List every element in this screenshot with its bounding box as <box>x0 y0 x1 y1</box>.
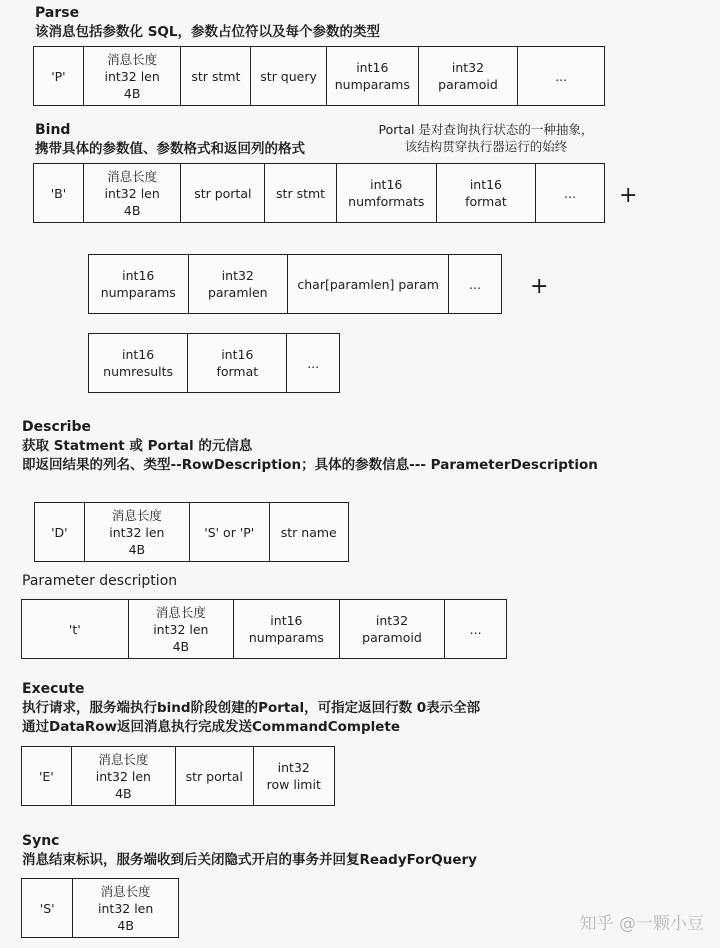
field-cell-text: str portal <box>185 768 243 784</box>
field-cell-text: 4B <box>115 785 132 801</box>
field-cell-text: str stmt <box>276 185 326 201</box>
field-cell-text: 消息长度 <box>107 51 158 67</box>
field-cell-text: ... <box>555 68 568 84</box>
field-cell-text: 'E' <box>38 768 54 784</box>
field-cell-text: int16 <box>122 268 155 283</box>
field-cell <box>518 47 604 105</box>
field-cell-text: ... <box>469 276 482 292</box>
field-cell <box>287 334 339 392</box>
field-cell <box>89 334 188 392</box>
execute-title: Execute <box>22 681 85 697</box>
field-cell-text: str portal <box>194 185 252 201</box>
field-cell <box>85 503 190 561</box>
field-cell <box>327 47 419 105</box>
field-cell <box>22 600 129 658</box>
field-cell <box>181 47 251 105</box>
field-cell <box>189 255 289 313</box>
field-cell-text: int16 <box>221 347 254 362</box>
field-cell <box>270 503 349 561</box>
field-cell-text: ... <box>564 185 577 201</box>
field-cell <box>265 164 337 222</box>
field-cell <box>22 879 73 937</box>
field-cell <box>89 255 189 313</box>
execute-message-row <box>21 746 335 806</box>
field-cell-text: int16 <box>356 60 389 75</box>
field-cell-text: numformats <box>348 194 425 209</box>
describe-title: Describe <box>22 419 91 435</box>
sync-title: Sync <box>22 833 60 849</box>
field-cell-text: paramoid <box>362 630 422 645</box>
field-cell <box>254 747 334 805</box>
field-cell-text: format <box>216 364 259 379</box>
field-cell-text: int32 <box>221 268 254 283</box>
field-cell <box>419 47 519 105</box>
watermark: 知乎 @一颗小豆 <box>579 914 704 934</box>
sync-description: 消息结束标识，服务端收到后关闭隐式开启的事务并回复ReadyForQuery <box>22 852 477 868</box>
field-cell <box>437 164 537 222</box>
bind-message-row-1 <box>33 163 605 223</box>
portal-note-line-2: 该结构贯穿执行器运行的始终 <box>404 139 568 154</box>
field-cell-text: format <box>465 194 507 209</box>
field-cell <box>176 747 254 805</box>
field-cell-text: row limit <box>266 777 321 792</box>
parse-description: 该消息包括参数化 SQL，参数占位符以及每个参数的类型 <box>35 24 381 40</box>
field-cell-text: 4B <box>123 85 141 101</box>
plus-sign-2: + <box>530 274 549 299</box>
field-cell-text: str stmt <box>191 68 241 84</box>
field-cell-text: numparams <box>100 285 176 300</box>
bind-title: Bind <box>35 122 71 138</box>
field-cell <box>188 334 287 392</box>
sync-message-row <box>21 878 179 938</box>
field-cell <box>449 255 501 313</box>
field-cell-text: 4B <box>117 917 134 933</box>
field-cell-text: 'D' <box>51 524 68 540</box>
field-cell <box>34 47 84 105</box>
describe-description-1: 获取 Statment 或 Portal 的元信息 <box>22 438 253 454</box>
field-cell-text: numresults <box>103 364 174 379</box>
field-cell <box>35 503 85 561</box>
field-cell-text: int32 len <box>104 185 160 201</box>
field-cell-text: str name <box>280 524 337 540</box>
field-cell-text: int32 len <box>95 768 151 784</box>
describe-description-2: 即返回结果的列名、类型--RowDescription；具体的参数信息--- ParameterDescription <box>22 457 598 473</box>
field-cell-text: int32 len <box>109 524 165 540</box>
field-cell <box>34 164 84 222</box>
parse-message-row <box>33 46 605 106</box>
field-cell-text: 消息长度 <box>107 168 158 184</box>
field-cell-text: int32 <box>277 760 310 775</box>
field-cell-text: 'B' <box>50 185 67 201</box>
field-cell <box>181 164 265 222</box>
field-cell-text: 't' <box>68 621 81 637</box>
field-cell-text: 消息长度 <box>100 883 151 899</box>
bind-description: 携带具体的参数值、参数格式和返回列的格式 <box>35 141 305 157</box>
parse-title: Parse <box>35 5 80 21</box>
field-cell-text: int16 <box>469 177 503 192</box>
field-cell-text: paramoid <box>438 77 498 92</box>
field-cell-text: int16 <box>122 347 155 362</box>
field-cell-text: numparams <box>334 77 410 92</box>
field-cell-text: 消息长度 <box>155 604 206 620</box>
bind-message-row-3 <box>88 333 340 393</box>
field-cell-text: int16 <box>270 613 303 628</box>
field-cell-text: int32 len <box>104 68 160 84</box>
field-cell-text: 'S' or 'P' <box>204 524 255 540</box>
field-cell <box>129 600 235 658</box>
describe-message-row <box>34 502 349 562</box>
field-cell-text: int32 len <box>98 900 154 916</box>
field-cell-text: 消息长度 <box>98 751 149 767</box>
field-cell <box>288 255 449 313</box>
field-cell-text: int32 <box>375 613 409 628</box>
field-cell <box>72 747 176 805</box>
execute-description-1: 执行请求，服务端执行bind阶段创建的Portal，可指定返回行数 0表示全部 <box>22 700 481 716</box>
field-cell <box>190 503 270 561</box>
field-cell <box>445 600 506 658</box>
field-cell-text: int32 <box>451 60 485 75</box>
field-cell-text: paramlen <box>207 285 268 300</box>
field-cell <box>251 47 327 105</box>
field-cell-text: int32 len <box>153 621 209 637</box>
field-cell <box>22 747 72 805</box>
field-cell <box>73 879 178 937</box>
field-cell-text: 消息长度 <box>111 507 162 523</box>
portal-note <box>372 121 600 155</box>
field-cell-text: 4B <box>128 541 146 557</box>
bind-message-row-2 <box>88 254 502 314</box>
parameter-description-row <box>21 599 507 659</box>
field-cell-text: char[paramlen] param <box>297 276 439 292</box>
field-cell <box>340 600 446 658</box>
field-cell-text: 4B <box>123 202 141 218</box>
field-cell-text: int16 <box>370 177 403 192</box>
parameter-description-title: Parameter description <box>22 573 178 589</box>
portal-note-line-1: Portal 是对查询执行状态的一种抽象， <box>378 122 594 137</box>
field-cell <box>84 164 182 222</box>
field-cell-text: numparams <box>248 630 324 645</box>
field-cell <box>234 600 340 658</box>
field-cell-text: ... <box>469 621 482 637</box>
field-cell-text: str query <box>260 68 317 84</box>
plus-sign-1: + <box>619 183 638 208</box>
field-cell <box>84 47 182 105</box>
field-cell-text: 4B <box>172 638 190 654</box>
field-cell <box>536 164 604 222</box>
execute-description-2: 通过DataRow返回消息执行完成发送CommandComplete <box>22 719 401 735</box>
field-cell-text: 'P' <box>51 68 66 84</box>
field-cell <box>337 164 437 222</box>
field-cell-text: 'S' <box>39 900 55 916</box>
field-cell-text: ... <box>307 355 320 371</box>
